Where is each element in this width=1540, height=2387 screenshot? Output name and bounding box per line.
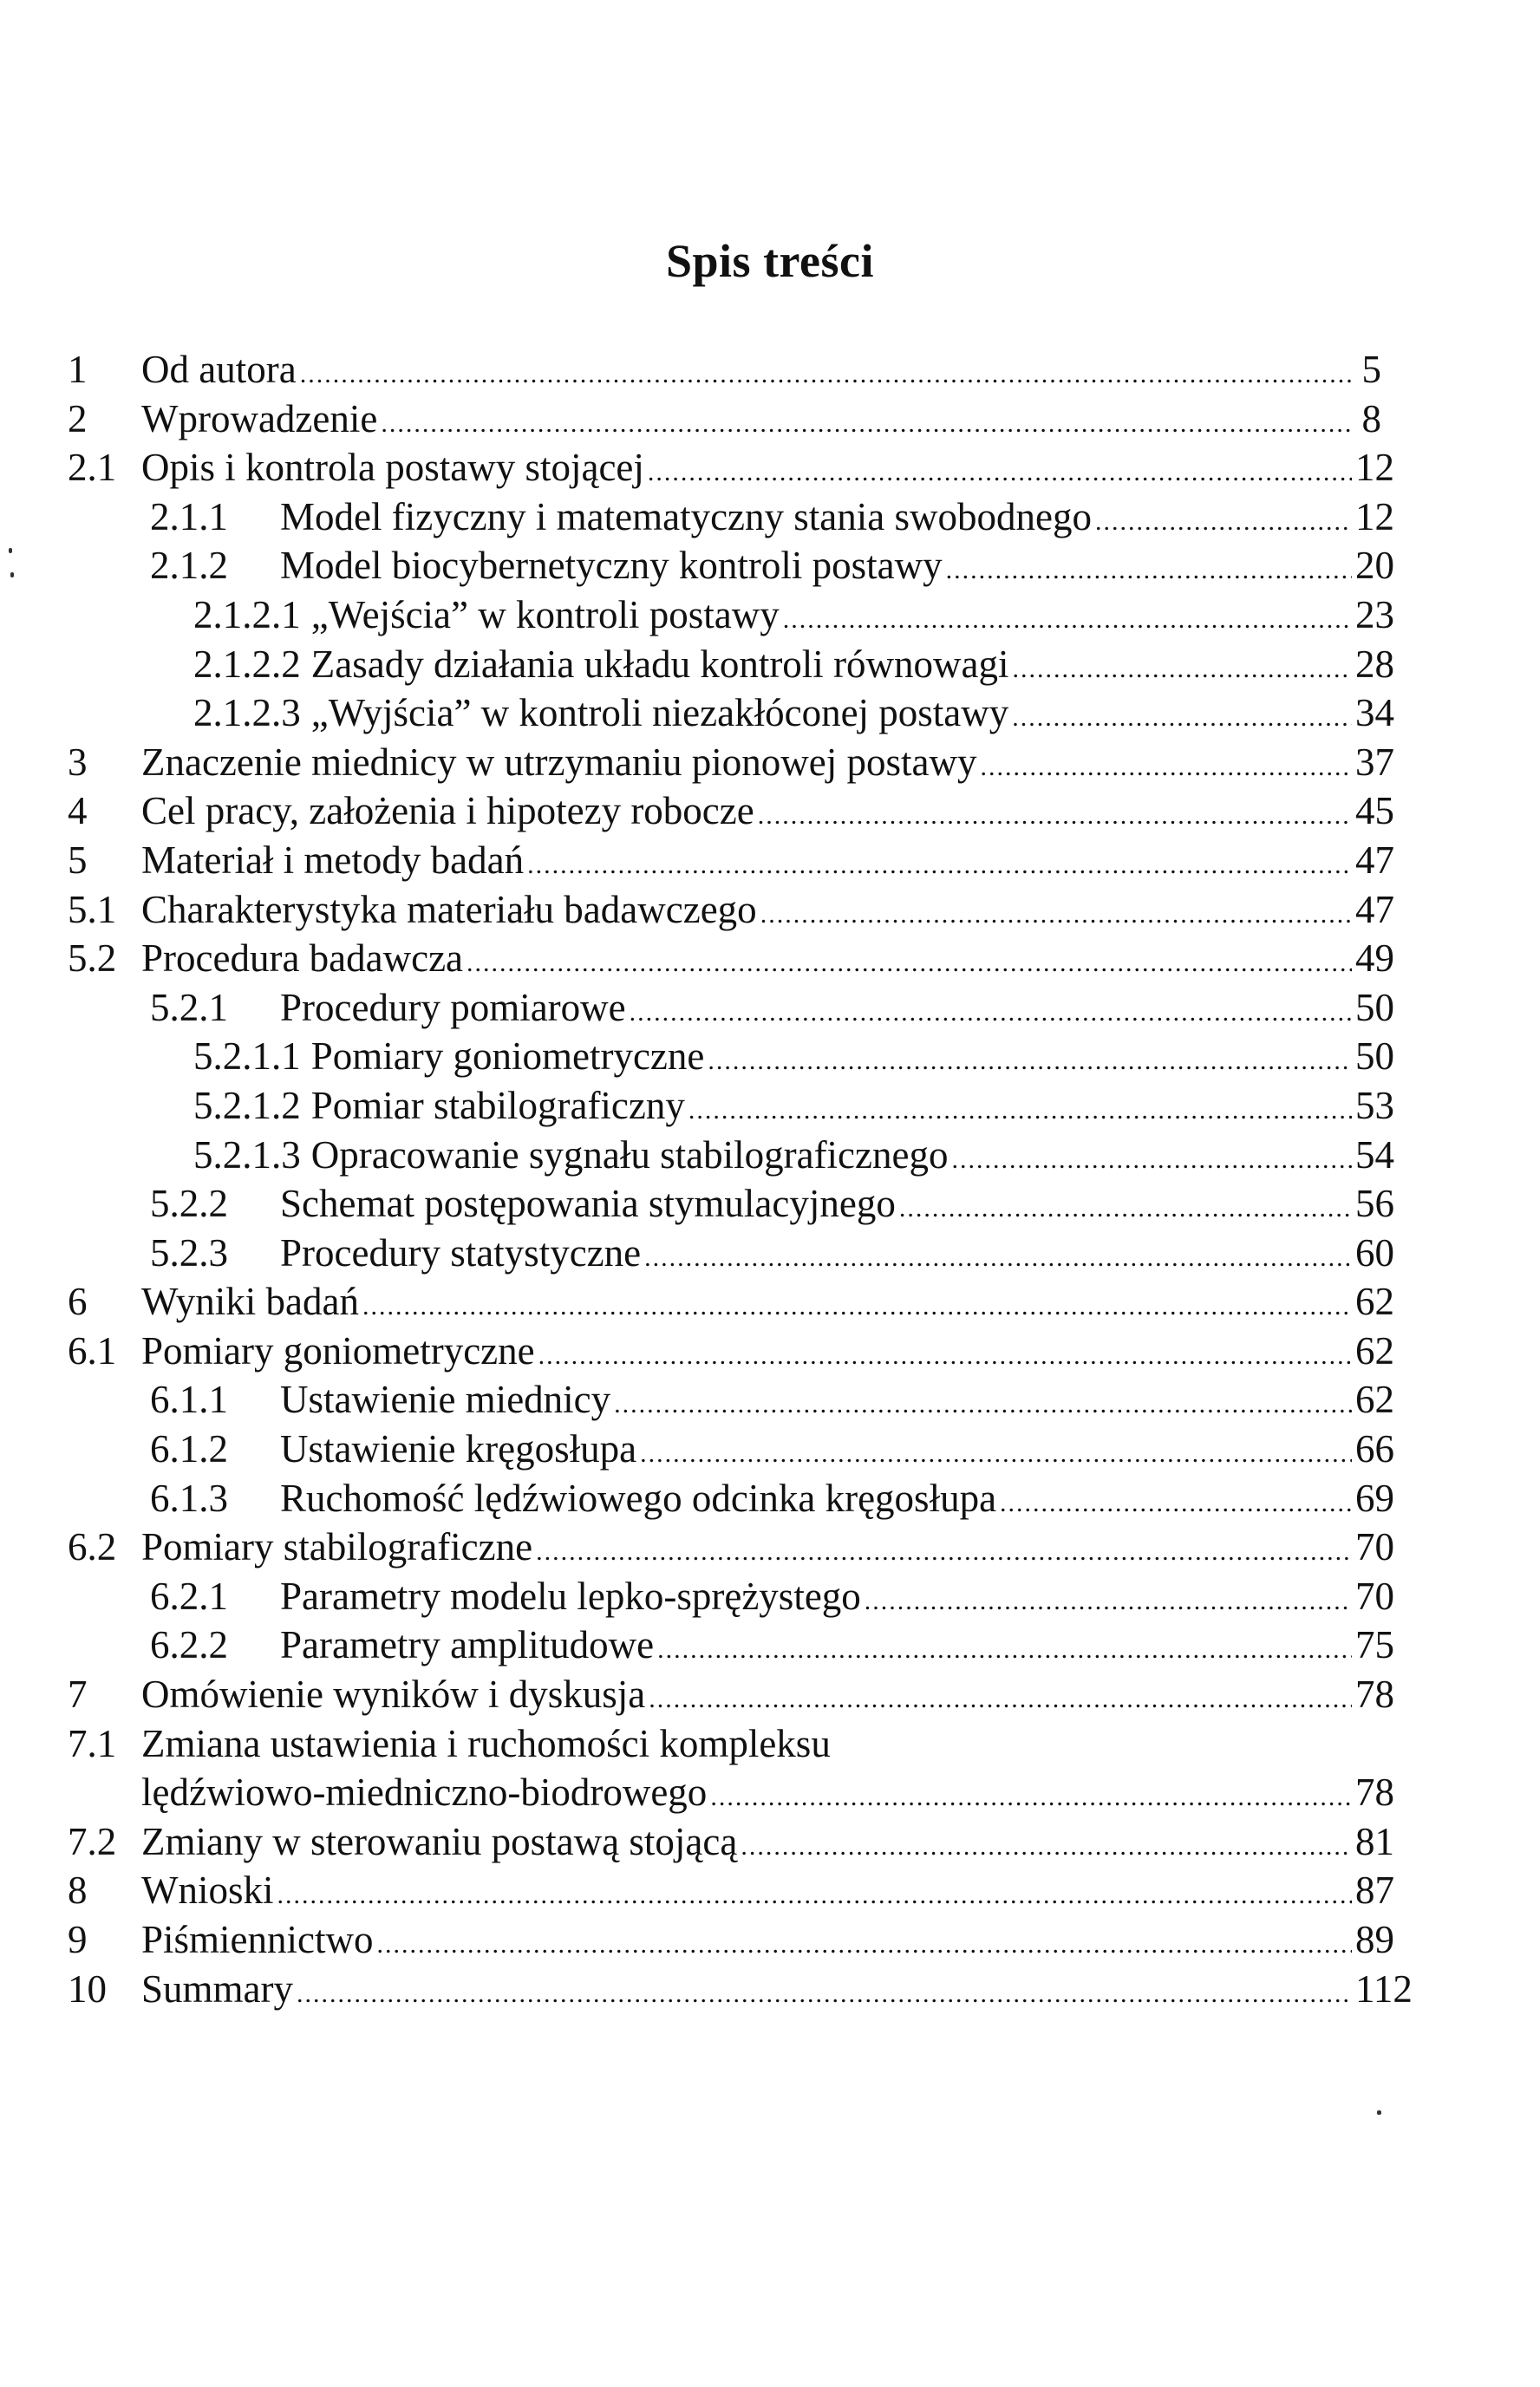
toc-entry-page: 47 bbox=[1355, 838, 1394, 882]
toc-entry[interactable] bbox=[68, 1131, 1394, 1180]
toc-entry-line bbox=[280, 1474, 1394, 1529]
toc-entry-line bbox=[141, 1277, 1394, 1332]
toc-entry-page: 23 bbox=[1355, 592, 1394, 636]
toc-entry[interactable] bbox=[68, 688, 1394, 738]
toc-entry-page: 12 bbox=[1355, 494, 1394, 538]
toc-entry[interactable] bbox=[68, 836, 1394, 885]
dot-leader bbox=[381, 400, 1352, 449]
toc-entry-title: Procedury statystyczne bbox=[280, 1230, 642, 1275]
toc-entry-line bbox=[141, 836, 1394, 890]
toc-entry-title-text: Opracowanie sygnału stabilograficznego bbox=[310, 1132, 949, 1177]
toc-entry-line bbox=[193, 1032, 1394, 1086]
toc-entry-page: 60 bbox=[1355, 1230, 1394, 1275]
toc-entry-number: 4 bbox=[68, 789, 88, 833]
dot-leader bbox=[946, 546, 1352, 596]
toc-entry-line bbox=[280, 1375, 1394, 1430]
toc-entry[interactable] bbox=[68, 934, 1394, 983]
dot-leader bbox=[648, 448, 1352, 498]
toc-entry-title: Procedury pomiarowe bbox=[280, 985, 626, 1029]
toc-entry-number: 5 bbox=[68, 838, 88, 882]
toc-entry-title-continuation: lędźwiowo-miedniczno-biodrowego bbox=[141, 1771, 708, 1815]
toc-entry-title: Wprowadzenie bbox=[141, 396, 378, 440]
toc-entry[interactable] bbox=[68, 640, 1394, 689]
table-of-contents bbox=[68, 345, 1413, 2013]
dot-leader bbox=[640, 1430, 1352, 1479]
toc-entry[interactable] bbox=[68, 1670, 1394, 1719]
toc-entry-title: Summary bbox=[141, 1966, 293, 2011]
toc-entry-number: 5.2.1.1 bbox=[193, 1034, 301, 1079]
toc-entry-line bbox=[141, 885, 1394, 940]
dot-leader bbox=[649, 1675, 1352, 1725]
toc-entry-number: 6.2 bbox=[68, 1525, 117, 1569]
toc-entry-page: 112 bbox=[1355, 1966, 1413, 2011]
dot-leader bbox=[980, 743, 1352, 792]
toc-entry-line bbox=[193, 688, 1394, 743]
dot-leader bbox=[741, 1823, 1352, 1872]
toc-entry-line bbox=[141, 1670, 1394, 1725]
toc-entry-number: 5.2.1.2 bbox=[193, 1083, 301, 1127]
toc-entry-title: Parametry amplitudowe bbox=[280, 1623, 655, 1667]
dot-leader bbox=[644, 1234, 1352, 1283]
toc-entry-line bbox=[280, 983, 1394, 1038]
toc-entry-number: 2.1 bbox=[68, 446, 117, 490]
toc-entry-title: Model biocybernetyczny kontroli postawy bbox=[280, 544, 943, 588]
toc-entry-line bbox=[141, 1866, 1394, 1921]
toc-entry-title: Model fizyczny i matematyczny stania swobodnego bbox=[280, 494, 1092, 538]
toc-entry-number: 6.1.3 bbox=[150, 1476, 228, 1520]
toc-entry-title: Opis i kontrola postawy stojącej bbox=[141, 446, 644, 490]
toc-entry-title: Omówienie wyników i dyskusja bbox=[141, 1673, 646, 1717]
toc-entry-title: Procedura badawcza bbox=[141, 936, 464, 981]
toc-entry[interactable] bbox=[68, 541, 1394, 590]
toc-entry-number: 5.2 bbox=[68, 936, 117, 981]
dot-leader bbox=[614, 1380, 1352, 1430]
toc-entry-number: 6.2.1 bbox=[150, 1574, 228, 1618]
toc-entry-line bbox=[193, 1081, 1394, 1136]
dot-leader bbox=[300, 350, 1352, 400]
toc-entry[interactable] bbox=[68, 1229, 1394, 1278]
toc-entry-title-text: Pomiar stabilograficzny bbox=[310, 1083, 685, 1127]
dot-leader bbox=[710, 1773, 1352, 1823]
toc-entry[interactable] bbox=[68, 1719, 1381, 1769]
dot-leader bbox=[708, 1037, 1352, 1086]
toc-entry[interactable] bbox=[68, 395, 1381, 444]
dot-leader bbox=[1013, 645, 1352, 695]
toc-entry-page: 62 bbox=[1355, 1378, 1394, 1422]
dot-leader bbox=[1095, 498, 1352, 547]
toc-entry[interactable] bbox=[68, 1277, 1394, 1327]
dot-leader bbox=[1012, 694, 1352, 743]
toc-entry-line bbox=[141, 345, 1381, 400]
toc-entry-number: 2 bbox=[68, 396, 88, 440]
dot-leader bbox=[536, 1528, 1352, 1577]
toc-entry-page: 54 bbox=[1355, 1132, 1394, 1177]
toc-entry[interactable] bbox=[68, 983, 1394, 1033]
toc-entry-line bbox=[141, 738, 1394, 792]
toc-entry[interactable] bbox=[68, 1572, 1394, 1621]
toc-entry-line bbox=[193, 590, 1394, 645]
toc-entry-title: Schemat postępowania stymulacyjnego bbox=[280, 1182, 896, 1226]
toc-entry-title: Wyniki badań bbox=[141, 1280, 359, 1324]
toc-entry-page: 28 bbox=[1355, 642, 1394, 686]
toc-entry-title bbox=[193, 1032, 704, 1081]
toc-entry-title: Znaczenie miednicy w utrzymaniu pionowej postawy bbox=[141, 740, 977, 784]
toc-entry-title: Cel pracy, założenia i hipotezy robocze bbox=[141, 789, 754, 833]
toc-entry-line bbox=[193, 640, 1394, 695]
toc-entry-line bbox=[280, 1621, 1394, 1675]
toc-entry-number: 5.2.1 bbox=[150, 985, 228, 1029]
toc-entry-page: 70 bbox=[1355, 1525, 1394, 1569]
toc-entry-title bbox=[193, 1131, 948, 1180]
toc-entry[interactable] bbox=[68, 1375, 1394, 1425]
toc-entry-page: 62 bbox=[1355, 1280, 1394, 1324]
toc-entry-page: 5 bbox=[1361, 348, 1381, 391]
toc-entry-page: 49 bbox=[1355, 936, 1394, 981]
toc-entry[interactable] bbox=[68, 590, 1394, 640]
toc-entry-line bbox=[141, 1523, 1394, 1577]
scan-speck bbox=[1377, 2110, 1381, 2115]
toc-entry-line bbox=[280, 1425, 1394, 1479]
toc-entry-page: 56 bbox=[1355, 1182, 1394, 1226]
toc-entry-number: 5.2.1.3 bbox=[193, 1132, 301, 1177]
dot-leader bbox=[657, 1626, 1352, 1675]
dot-leader bbox=[377, 1921, 1353, 1970]
toc-entry-line bbox=[141, 1915, 1394, 1970]
page-title: Spis treści bbox=[665, 235, 874, 287]
toc-entry-line bbox=[280, 1572, 1394, 1627]
toc-entry-title: Parametry modelu lepko-sprężystego bbox=[280, 1574, 861, 1618]
toc-entry[interactable] bbox=[68, 1327, 1394, 1376]
toc-entry[interactable] bbox=[68, 1817, 1394, 1867]
toc-entry-number: 1 bbox=[68, 348, 88, 391]
toc-entry[interactable] bbox=[68, 1621, 1394, 1670]
toc-entry-line bbox=[141, 1817, 1394, 1872]
toc-entry-number: 7.2 bbox=[68, 1819, 117, 1863]
toc-entry-title: Materiał i metody badań bbox=[141, 838, 525, 882]
dot-leader bbox=[688, 1086, 1352, 1136]
toc-entry-page: 8 bbox=[1361, 396, 1381, 440]
toc-entry-page: 12 bbox=[1355, 446, 1394, 490]
toc-entry-number: 6.1.1 bbox=[150, 1378, 228, 1422]
dot-leader bbox=[951, 1136, 1352, 1185]
toc-entry-title: Piśmiennictwo bbox=[141, 1918, 374, 1961]
toc-entry-title: Pomiary stabilograficzne bbox=[141, 1525, 533, 1569]
toc-entry-line bbox=[280, 1179, 1394, 1234]
dot-leader bbox=[362, 1282, 1352, 1332]
toc-entry-title bbox=[193, 640, 1009, 689]
toc-entry-page: 78 bbox=[1355, 1771, 1394, 1815]
toc-entry[interactable] bbox=[68, 345, 1381, 395]
toc-entry-page: 50 bbox=[1355, 1034, 1394, 1079]
toc-entry-page: 81 bbox=[1355, 1819, 1394, 1863]
toc-entry[interactable] bbox=[68, 738, 1394, 787]
toc-entry-title-text: Zasady działania układu kontroli równowagi bbox=[310, 642, 1009, 686]
toc-entry-title bbox=[193, 688, 1008, 738]
toc-entry-number: 6.1 bbox=[68, 1328, 117, 1373]
dot-leader bbox=[760, 890, 1352, 940]
toc-entry-page: 66 bbox=[1355, 1427, 1394, 1471]
toc-entry-line bbox=[280, 541, 1394, 596]
toc-entry-page: 45 bbox=[1355, 789, 1394, 833]
scan-speck bbox=[10, 572, 14, 577]
toc-entry-title: Charakterystyka materiału badawczego bbox=[141, 887, 757, 931]
toc-entry-title: Zmiany w sterowaniu postawą stojącą bbox=[141, 1819, 738, 1863]
toc-entry-page: 87 bbox=[1355, 1869, 1394, 1913]
toc-entry[interactable] bbox=[68, 1081, 1394, 1131]
toc-entry-number: 9 bbox=[68, 1918, 88, 1961]
toc-entry-title: Od autora bbox=[141, 348, 297, 391]
toc-entry-line bbox=[141, 1327, 1394, 1381]
toc-entry[interactable] bbox=[68, 443, 1394, 492]
toc-entry-page: 89 bbox=[1355, 1918, 1394, 1961]
toc-entry-page: 53 bbox=[1355, 1083, 1394, 1127]
toc-entry[interactable] bbox=[68, 1915, 1394, 1965]
toc-entry[interactable] bbox=[68, 1425, 1394, 1474]
toc-entry[interactable] bbox=[68, 1032, 1394, 1081]
toc-entry-line bbox=[141, 786, 1394, 841]
toc-entry-title-text: „Wejścia” w kontroli postawy bbox=[310, 592, 780, 636]
toc-entry-number: 6.1.2 bbox=[150, 1427, 228, 1471]
dot-leader bbox=[630, 988, 1352, 1038]
scan-speck bbox=[9, 548, 12, 553]
dot-leader bbox=[538, 1332, 1352, 1381]
toc-entry-number: 5.2.2 bbox=[150, 1182, 228, 1226]
toc-entry-number: 5.2.3 bbox=[150, 1230, 228, 1275]
toc-entry-page: 20 bbox=[1355, 544, 1394, 588]
toc-entry-title: Pomiary goniometryczne bbox=[141, 1328, 535, 1373]
toc-entry-page: 69 bbox=[1355, 1476, 1394, 1520]
toc-entry[interactable] bbox=[68, 1523, 1394, 1572]
toc-entry-title: Wnioski bbox=[141, 1869, 274, 1913]
toc-entry-line bbox=[141, 1965, 1413, 2019]
dot-leader bbox=[865, 1577, 1352, 1627]
toc-entry-number: 5.1 bbox=[68, 887, 117, 931]
toc-entry-line bbox=[280, 492, 1394, 547]
dot-leader bbox=[467, 939, 1352, 988]
toc-entry[interactable] bbox=[68, 885, 1394, 935]
toc-entry-line bbox=[141, 934, 1394, 988]
toc-entry-page: 78 bbox=[1355, 1673, 1394, 1717]
toc-entry-number: 2.1.1 bbox=[150, 494, 228, 538]
dot-leader bbox=[783, 596, 1352, 645]
toc-entry-line bbox=[280, 1229, 1394, 1283]
toc-entry-number: 3 bbox=[68, 740, 88, 784]
dot-leader bbox=[758, 792, 1352, 841]
toc-entry[interactable] bbox=[68, 1866, 1394, 1915]
toc-entry-page: 75 bbox=[1355, 1623, 1394, 1667]
toc-entry[interactable] bbox=[68, 1179, 1394, 1229]
toc-entry-page: 34 bbox=[1355, 691, 1394, 735]
toc-entry-line bbox=[141, 443, 1394, 498]
toc-entry-title-text: Pomiary goniometryczne bbox=[310, 1034, 705, 1079]
toc-entry-title: Zmiana ustawienia i ruchomości kompleksu bbox=[141, 1721, 831, 1765]
toc-entry-number: 6.2.2 bbox=[150, 1623, 228, 1667]
dot-leader bbox=[297, 1970, 1352, 2019]
toc-entry-page: 37 bbox=[1355, 740, 1394, 784]
toc-entry-continuation[interactable] bbox=[68, 1768, 1394, 1817]
toc-entry-line bbox=[141, 1768, 1394, 1823]
toc-entry-title bbox=[193, 590, 780, 640]
toc-entry-number: 6 bbox=[68, 1280, 88, 1324]
toc-entry-number: 7.1 bbox=[68, 1721, 117, 1765]
dot-leader bbox=[277, 1871, 1353, 1921]
toc-entry[interactable] bbox=[68, 492, 1394, 542]
toc-entry-title: Ustawienie miednicy bbox=[280, 1378, 611, 1422]
toc-entry[interactable] bbox=[68, 786, 1394, 836]
toc-entry-number: 10 bbox=[68, 1966, 107, 2011]
toc-entry-title: Ustawienie kręgosłupa bbox=[280, 1427, 637, 1471]
toc-entry-title-text: „Wyjścia” w kontroli niezakłóconej postawy bbox=[310, 691, 1009, 735]
toc-entry[interactable] bbox=[68, 1474, 1394, 1523]
toc-entry-number: 2.1.2.1 bbox=[193, 592, 301, 636]
toc-entry-number: 2.1.2 bbox=[150, 544, 228, 588]
toc-entry-page: 70 bbox=[1355, 1574, 1394, 1618]
toc-entry-number: 2.1.2.3 bbox=[193, 691, 301, 735]
toc-entry-line bbox=[193, 1131, 1394, 1185]
dot-leader bbox=[527, 841, 1352, 890]
toc-entry-page: 62 bbox=[1355, 1328, 1394, 1373]
toc-entry-number: 7 bbox=[68, 1673, 88, 1717]
toc-entry-number: 8 bbox=[68, 1869, 88, 1913]
dot-leader bbox=[1000, 1479, 1352, 1529]
toc-entry[interactable] bbox=[68, 1965, 1413, 2014]
toc-entry-line bbox=[141, 395, 1381, 449]
toc-entry-number: 2.1.2.2 bbox=[193, 642, 301, 686]
toc-entry-page: 50 bbox=[1355, 985, 1394, 1029]
toc-entry-title bbox=[193, 1081, 685, 1131]
toc-entry-page: 47 bbox=[1355, 887, 1394, 931]
dot-leader bbox=[899, 1184, 1352, 1234]
toc-entry-title: Ruchomość lędźwiowego odcinka kręgosłupa bbox=[280, 1476, 997, 1520]
